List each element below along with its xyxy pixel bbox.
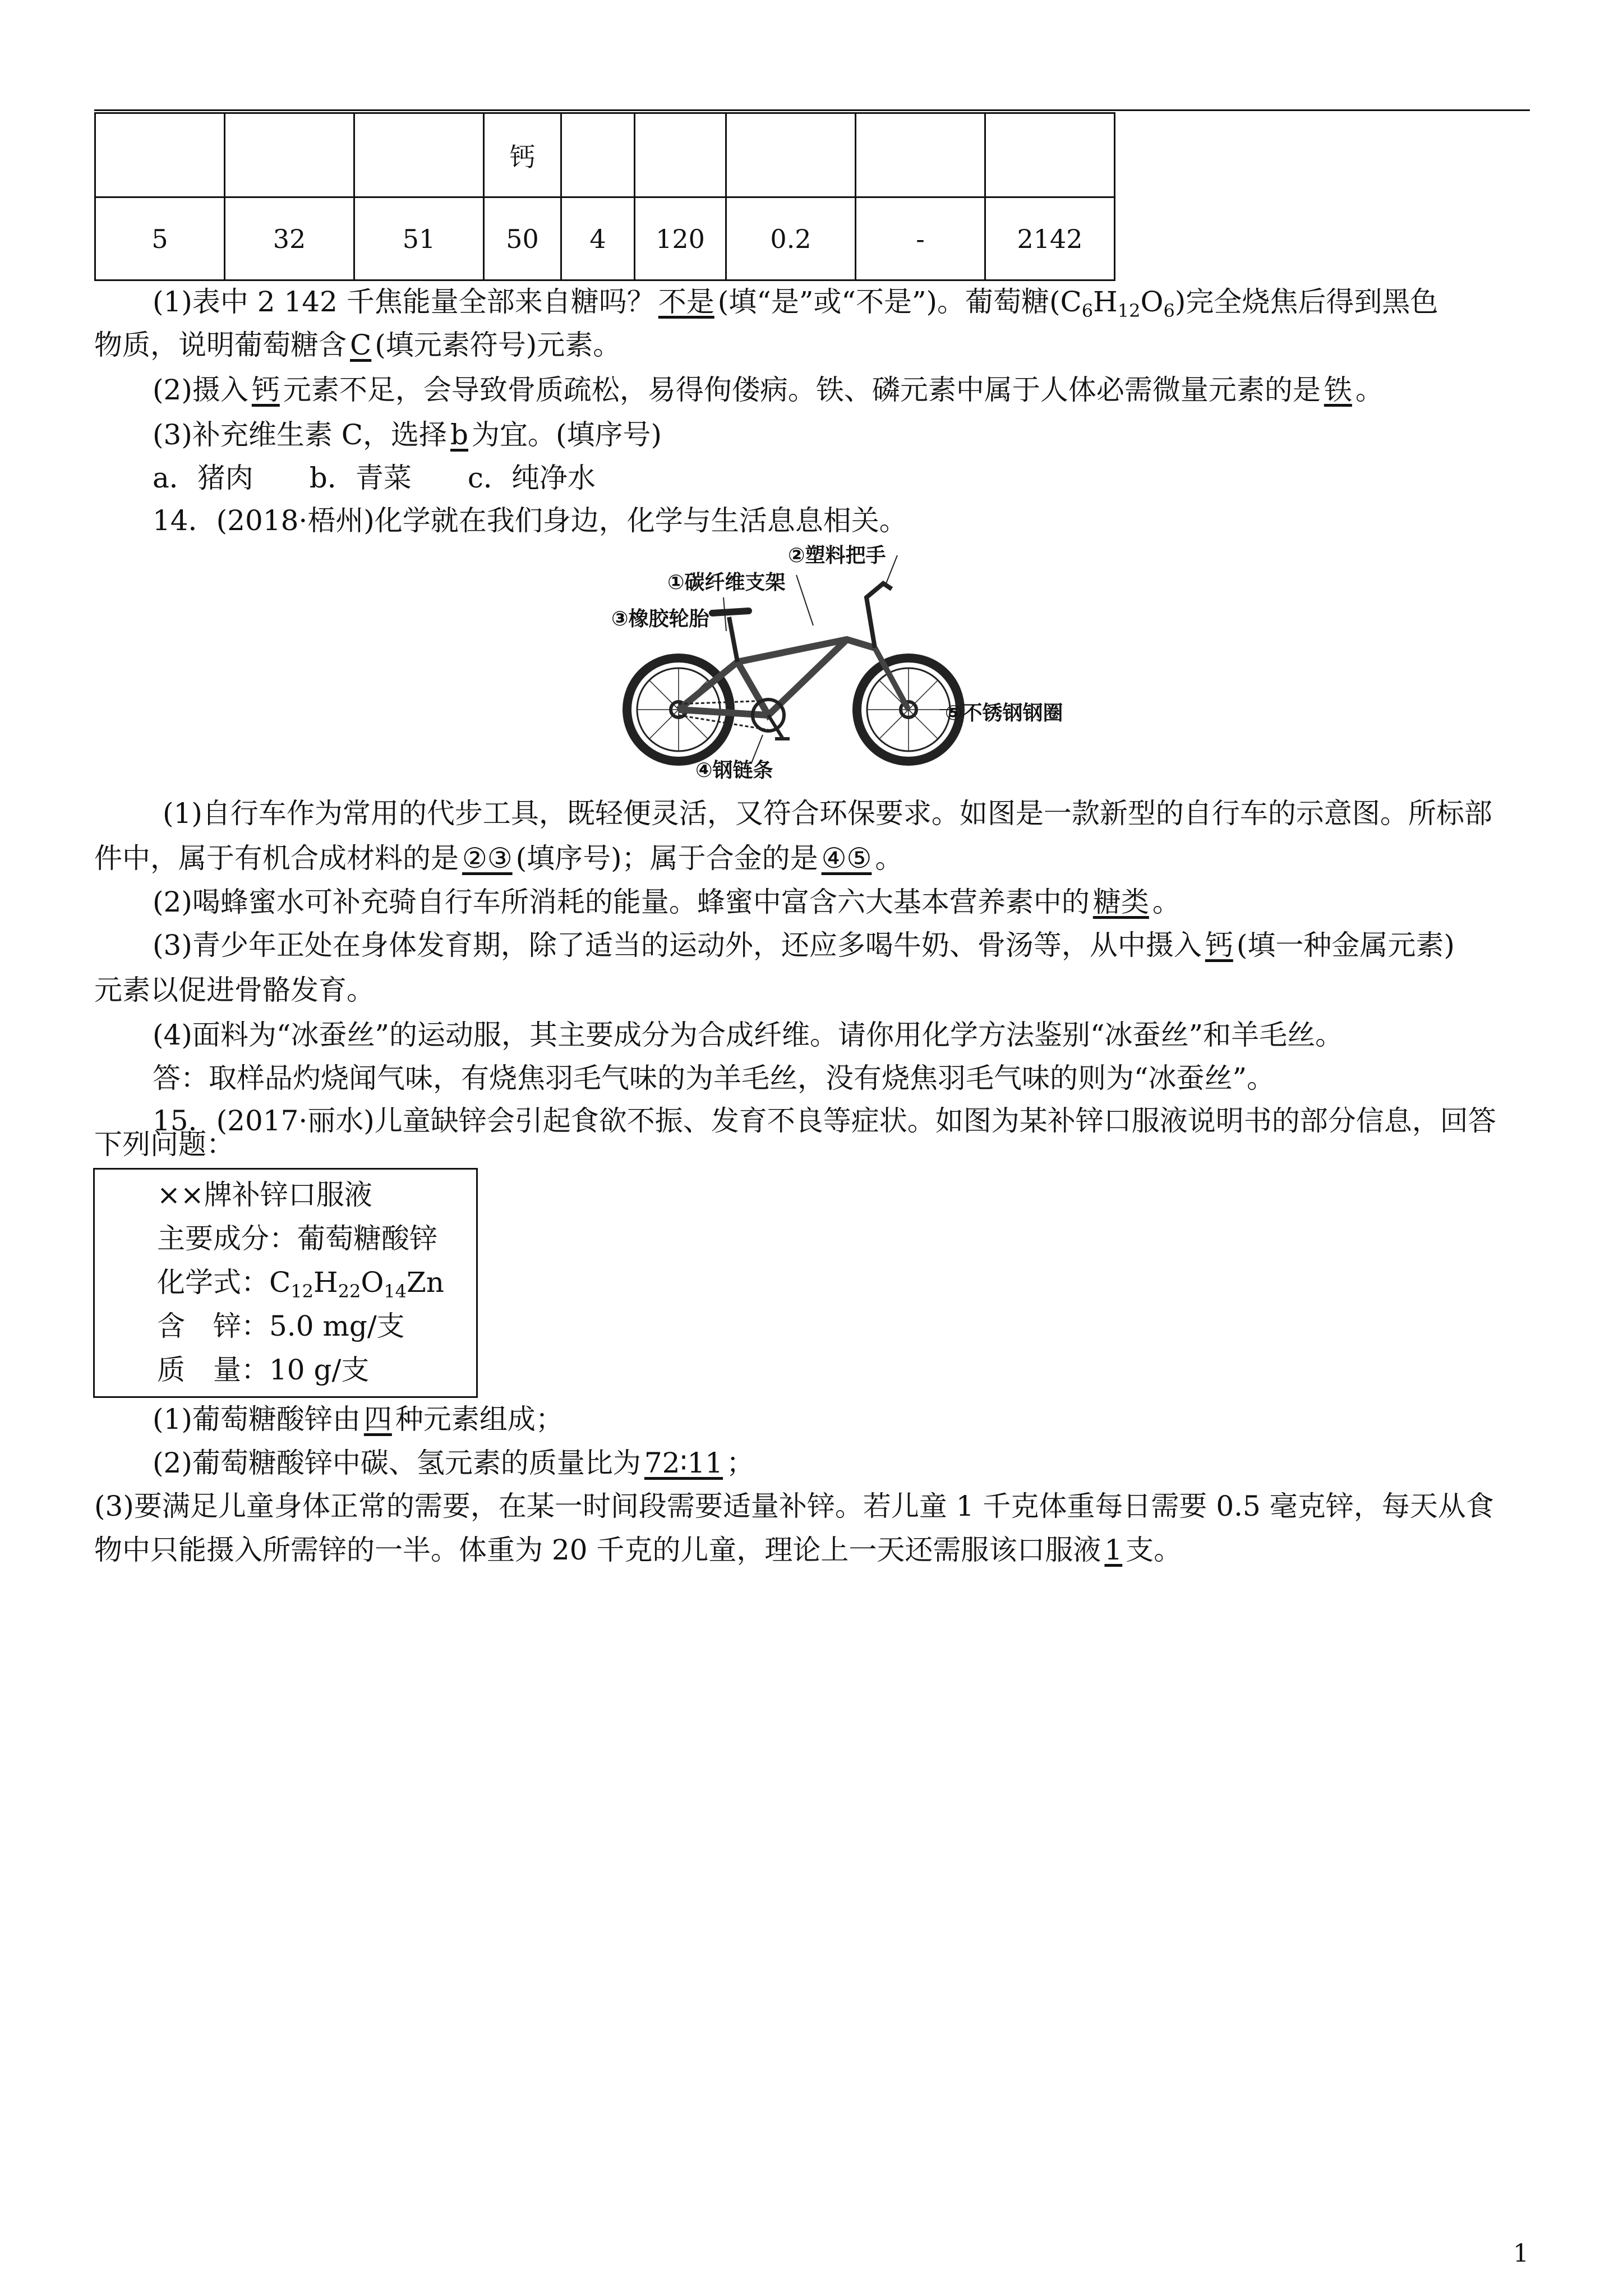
q15-part2: (2)葡萄糖酸锌中碳、氢元素的质量比为 72∶11 ； <box>153 1447 755 1479</box>
product-name: ××牌补锌口服液 <box>157 1179 372 1211</box>
q14-answer: 答：取样品灼烧闻气味，有烧焦羽毛气味的为羊毛丝，没有烧焦羽毛气味的则为“冰蚕丝”。 <box>153 1062 1275 1094</box>
table-cell <box>985 113 1115 197</box>
table-cell <box>635 113 726 197</box>
table-cell: 51 <box>354 197 484 280</box>
product-zinc: 含 锌：5.0 mg/支 <box>157 1310 405 1342</box>
answer-blank: 72∶11 <box>644 1447 723 1479</box>
q14-part3-line2: 元素以促进骨骼发育。 <box>94 974 375 1006</box>
table-cell: 0.2 <box>726 197 856 280</box>
table-cell <box>354 113 484 197</box>
table-cell: 5 <box>95 197 225 280</box>
q15-part1: (1)葡萄糖酸锌由 四 种元素组成； <box>153 1403 564 1435</box>
product-mass: 质 量：10 g/支 <box>157 1354 370 1386</box>
q14-part4: (4)面料为“冰蚕丝”的运动服，其主要成分为合成纤维。请你用化学方法鉴别“冰蚕丝”和羊毛丝。 <box>153 1019 1344 1051</box>
table-cell: 2142 <box>985 197 1115 280</box>
answer-blank: ④⑤ <box>821 842 872 875</box>
table-cell: 钙 <box>484 113 561 197</box>
q13-part3: (3)补充维生素 C，选择 b 为宜。(填序号) <box>153 418 662 451</box>
q15-title-line1: 15．(2017·丽水)儿童缺锌会引起食欲不振、发育不良等症状。如图为某补锌口服液说明书的部分信息，回答 <box>153 1105 1496 1137</box>
q15-title-line2: 下列问题： <box>94 1128 234 1161</box>
answer-blank: C <box>350 329 372 361</box>
table-cell <box>95 113 225 197</box>
bike-label-tire: ③橡胶轮胎 <box>611 608 709 631</box>
table-cell: 50 <box>484 197 561 280</box>
q15-part3-line2: 物中只能摄入所需锌的一半。体重为 20 千克的儿童，理论上一天还需服该口服液 1 支。 <box>94 1534 1182 1566</box>
q14-title: 14．(2018·梧州)化学就在我们身边，化学与生活息息相关。 <box>153 504 907 537</box>
answer-blank: 四 <box>363 1403 392 1435</box>
top-rule <box>94 109 1530 111</box>
q14-part2: (2)喝蜂蜜水可补充骑自行车所消耗的能量。蜂蜜中富含六大基本营养素中的 糖类 。 <box>153 886 1181 918</box>
bike-label-rim: ⑤不锈钢钢圈 <box>945 702 1063 725</box>
bike-label-frame: ①碳纤维支架 <box>667 571 786 594</box>
product-ingredient: 主要成分：葡萄糖酸锌 <box>157 1222 437 1255</box>
table-cell: 4 <box>561 197 635 280</box>
table-cell <box>726 113 856 197</box>
answer-blank: 钙 <box>1205 929 1233 961</box>
table-row <box>95 113 1115 197</box>
answer-blank: ②③ <box>462 842 513 875</box>
table-row <box>95 197 1115 280</box>
table-cell <box>856 113 985 197</box>
bike-label-chain: ④钢链条 <box>695 759 773 782</box>
table-cell: 120 <box>635 197 726 280</box>
answer-blank: 钙 <box>251 374 280 406</box>
q13-part2: (2)摄入 钙 元素不足，会导致骨质疏松，易得佝偻病。铁、磷元素中属于人体必需微量元素的是 铁 。 <box>153 374 1384 406</box>
q15-part3-line1: (3)要满足儿童身体正常的需要，在某一时间段需要适量补锌。若儿童 1 千克体重每日需要 0.5 毫克锌，每天从食 <box>94 1490 1494 1522</box>
q13-part1-line2: 物质，说明葡萄糖含 C (填元素符号)元素。 <box>94 329 621 361</box>
answer-blank: 不是 <box>658 286 714 318</box>
q14-part3-line1: (3)青少年正处在身体发育期，除了适当的运动外，还应多喝牛奶、骨汤等，从中摄入 钙 (填一种金属元素) <box>153 929 1455 961</box>
product-formula: 化学式：$C_{12}H_{22}O_{14}Zn$ <box>157 1266 444 1302</box>
answer-blank: 糖类 <box>1092 886 1149 918</box>
q14-part1-line2: 件中，属于有机合成材料的是 ②③ (填序号)；属于合金的是 ④⑤ 。 <box>94 842 903 875</box>
answer-blank: 铁 <box>1324 374 1352 406</box>
answer-blank: 1 <box>1104 1534 1123 1566</box>
table-cell: - <box>856 197 985 280</box>
bike-label-handle: ②塑料把手 <box>788 544 886 567</box>
table-cell <box>561 113 635 197</box>
nutrition-table <box>94 112 1115 281</box>
table-cell <box>225 113 354 197</box>
q13-options: a．猪肉 b．青菜 c．纯净水 <box>153 462 596 494</box>
page-number: 1 <box>1513 2239 1529 2268</box>
answer-blank: b <box>450 418 468 451</box>
q13-part1-line1: (1)表中 2 142 千焦能量全部来自糖吗？ 不是 (填“是”或“不是”)。葡萄糖$(C_6H_{12}O_6)$完全烧焦后得到黑色 <box>153 286 1438 321</box>
q14-part1-line1: (1)自行车作为常用的代步工具，既轻便灵活，又符合环保要求。如图是一款新型的自行车的示意图。所标部 <box>163 797 1492 830</box>
table-cell: 32 <box>225 197 354 280</box>
